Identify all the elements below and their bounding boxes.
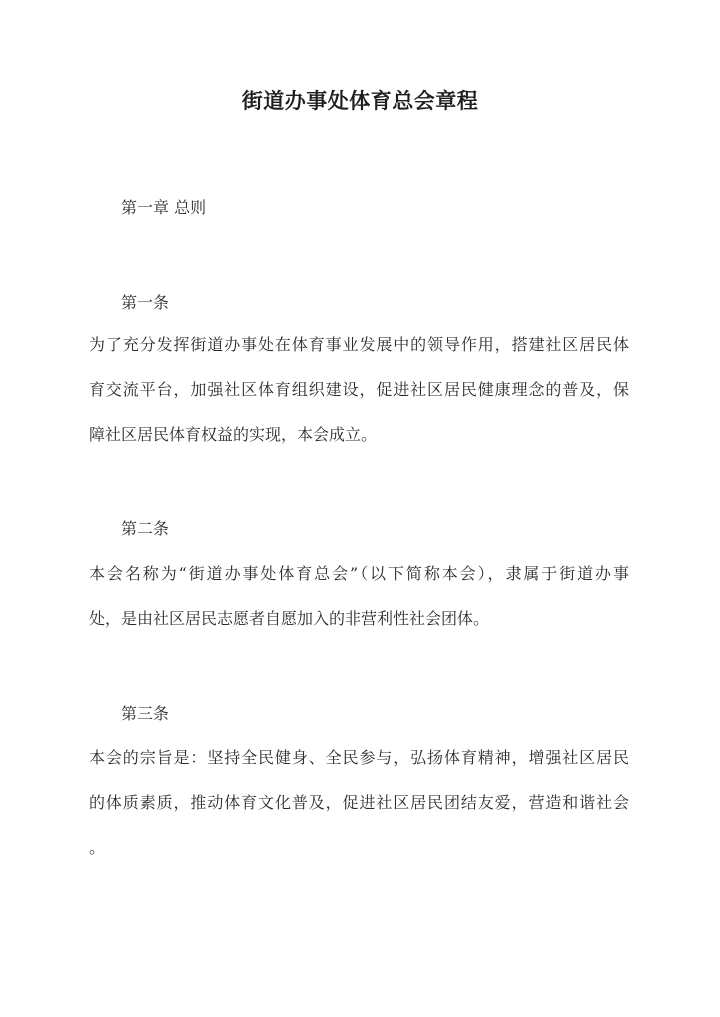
article-1-line-1: 为了充分发挥街道办事处在体育事业发展中的领导作用，搭建社区居民体 (89, 335, 629, 354)
article-1-body (89, 322, 629, 457)
article-1-line-3: 障社区居民体育权益的实现，本会成立。 (89, 425, 378, 444)
article-3-body (89, 735, 629, 870)
article-3-line-2: 的体质素质，推动体育文化普及，促进社区居民团结友爱，营造和谐社会 (89, 793, 629, 812)
article-2-line-1: 本会名称为“街道办事处体育总会”（以下简称本会），隶属于街道办事 (89, 564, 629, 583)
document-title: 街道办事处体育总会章程 (241, 88, 479, 113)
article-1-heading: 第一条 (121, 293, 170, 312)
article-2-body (89, 551, 629, 641)
article-3-line-1: 本会的宗旨是：坚持全民健身、全民参与，弘扬体育精神，增强社区居民 (89, 748, 629, 767)
article-2-heading: 第二条 (121, 519, 170, 538)
article-2-line-2: 处，是由社区居民志愿者自愿加入的非营利性社会团体。 (89, 609, 490, 628)
chapter-heading: 第一章 总则 (121, 198, 207, 217)
article-1-line-2: 育交流平台，加强社区体育组织建设，促进社区居民健康理念的普及，保 (89, 380, 629, 399)
article-3-heading: 第三条 (121, 704, 170, 723)
article-3-line-3: 。 (89, 838, 106, 857)
